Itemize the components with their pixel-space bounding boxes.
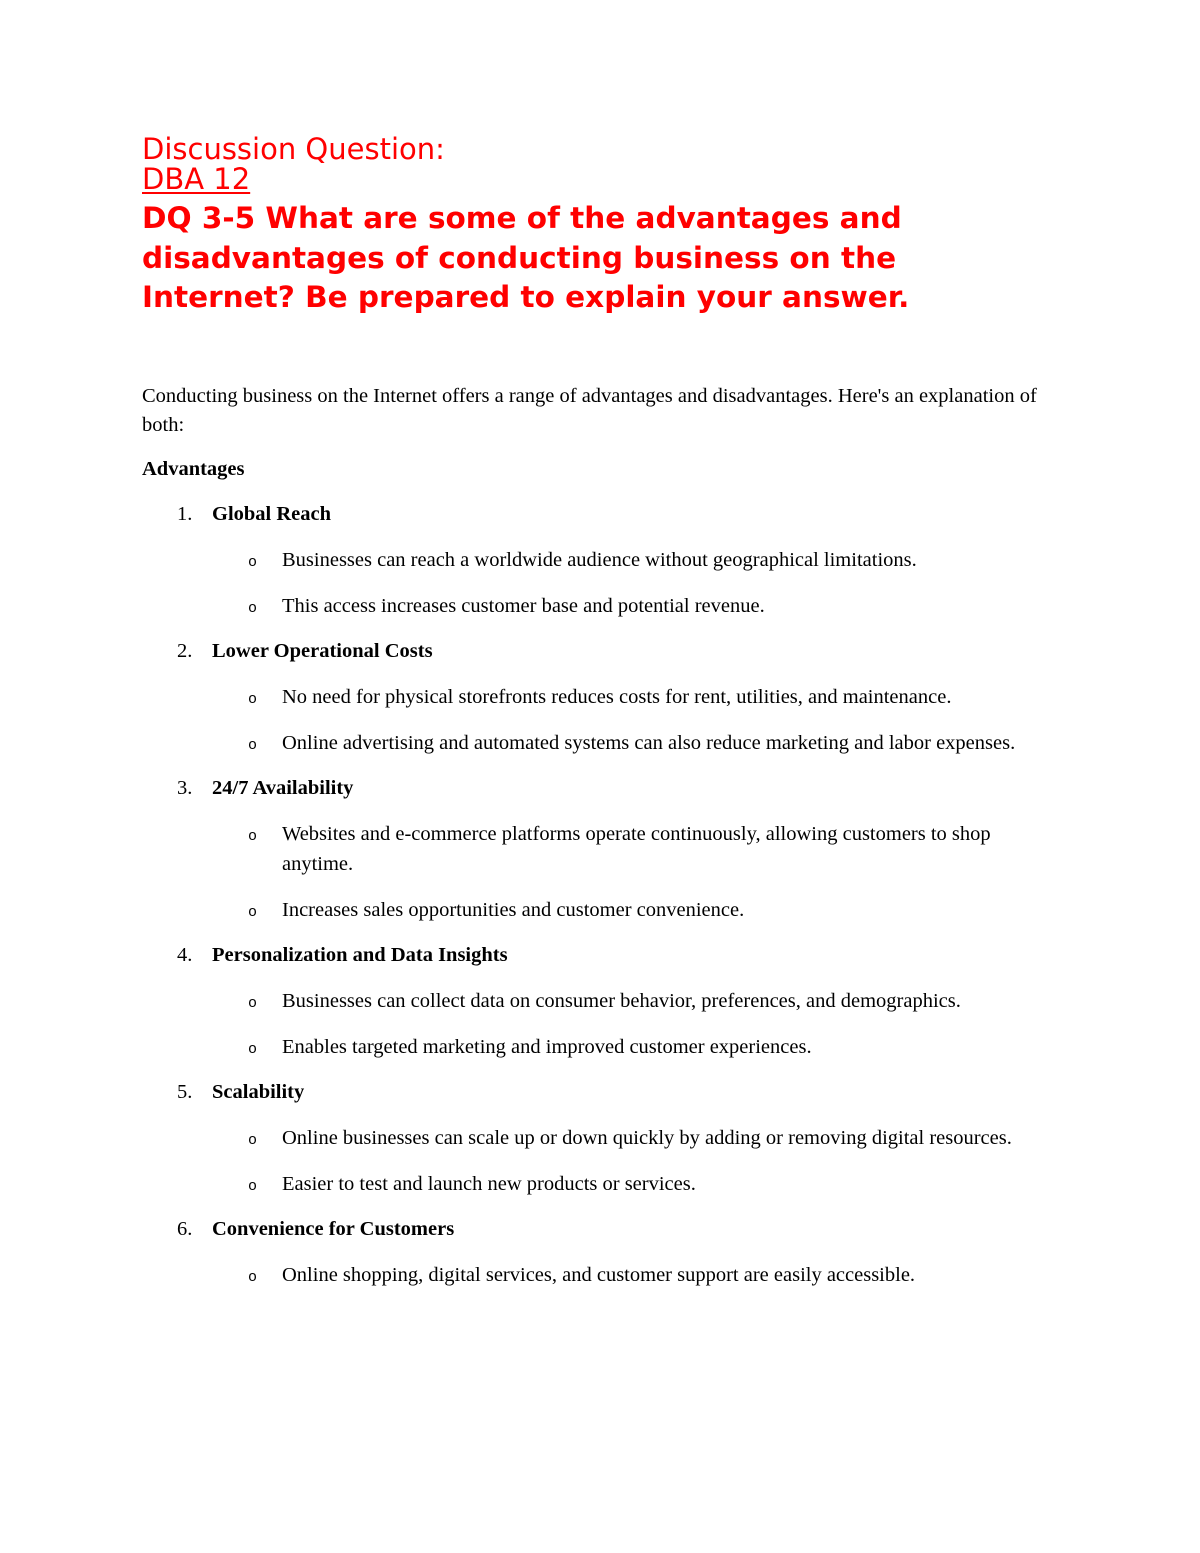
list-item-title: Global Reach [212,503,332,525]
sub-list [142,682,1062,758]
sub-list-item-text: Online businesses can scale up or down quickly by adding or removing digital resources. [282,1127,1012,1149]
bullet-icon: o [248,828,258,845]
sub-list-item [142,1032,1062,1062]
list-item-header [142,1078,1062,1107]
list-item-title: Convenience for Customers [212,1218,455,1240]
list-item [142,637,1062,758]
list-item-number: 6. [177,1218,193,1240]
sub-list-item-text: Websites and e-commerce platforms operate continuously, allowing customers to shop anytime. [282,823,991,875]
list-item-title: Lower Operational Costs [212,640,433,662]
sub-list [142,545,1062,621]
sub-list-item-text: This access increases customer base and potential revenue. [282,595,765,617]
sub-list-item [142,895,1062,925]
list-item [142,774,1062,925]
list-item-header [142,500,1062,529]
advantages-list [142,500,1062,1290]
sub-list-item [142,1260,1062,1290]
list-item-title: Scalability [212,1081,305,1103]
bullet-icon: o [248,904,258,921]
list-item-title: Personalization and Data Insights [212,944,508,966]
sub-list-item-text: Enables targeted marketing and improved customer experiences. [282,1036,812,1058]
sub-list-item [142,545,1062,575]
list-item-header [142,941,1062,970]
sub-list-item-text: Businesses can collect data on consumer behavior, preferences, and demographics. [282,990,961,1012]
list-item [142,1078,1062,1199]
bullet-icon: o [248,1132,258,1149]
answer-body [142,382,1062,1290]
list-item [142,500,1062,621]
bullet-icon: o [248,995,258,1012]
sub-list [142,1260,1062,1290]
list-item [142,1215,1062,1290]
list-item-number: 2. [177,640,193,662]
sub-list-item [142,1123,1062,1153]
sub-list-item [142,682,1062,712]
section-title-advantages: Advantages [142,458,245,480]
list-item-header [142,1215,1062,1244]
sub-list-item [142,819,1062,879]
list-item-number: 1. [177,503,193,525]
list-item-number: 3. [177,777,193,799]
list-item-title: 24/7 Availability [212,777,354,799]
list-item-header [142,774,1062,803]
bullet-icon: o [248,600,258,617]
sub-list-item-text: Easier to test and launch new products or services. [282,1173,696,1195]
sub-list-item-text: Online advertising and automated systems can also reduce marketing and labor expenses. [282,732,1016,754]
heading-title: Discussion Question: [142,132,445,166]
sub-list [142,986,1062,1062]
list-item-number: 4. [177,944,193,966]
sub-list-item-text: Businesses can reach a worldwide audience without geographical limitations. [282,549,917,571]
sub-list-item [142,986,1062,1016]
intro-paragraph: Conducting business on the Internet offers a range of advantages and disadvantages. Here's an explanation of both: [142,385,1037,436]
discussion-question: DQ 3-5 What are some of the advantages and disadvantages of conducting business on the Internet? Be prepared to explain your answer. [142,201,910,314]
list-item [142,941,1062,1062]
sub-list [142,819,1062,925]
sub-list-item-text: Online shopping, digital services, and customer support are easily accessible. [282,1264,916,1286]
sub-list-item [142,728,1062,758]
bullet-icon: o [248,1269,258,1286]
heading-block [142,132,1042,318]
bullet-icon: o [248,1041,258,1058]
sub-list-item [142,591,1062,621]
bullet-icon: o [248,554,258,571]
bullet-icon: o [248,1178,258,1195]
heading-course-code: DBA 12 [142,162,251,196]
sub-list-item-text: No need for physical storefronts reduces costs for rent, utilities, and maintenance. [282,686,952,708]
sub-list-item [142,1169,1062,1199]
bullet-icon: o [248,737,258,754]
list-item-header [142,637,1062,666]
bullet-icon: o [248,691,258,708]
sub-list [142,1123,1062,1199]
list-item-number: 5. [177,1081,193,1103]
sub-list-item-text: Increases sales opportunities and customer convenience. [282,899,745,921]
